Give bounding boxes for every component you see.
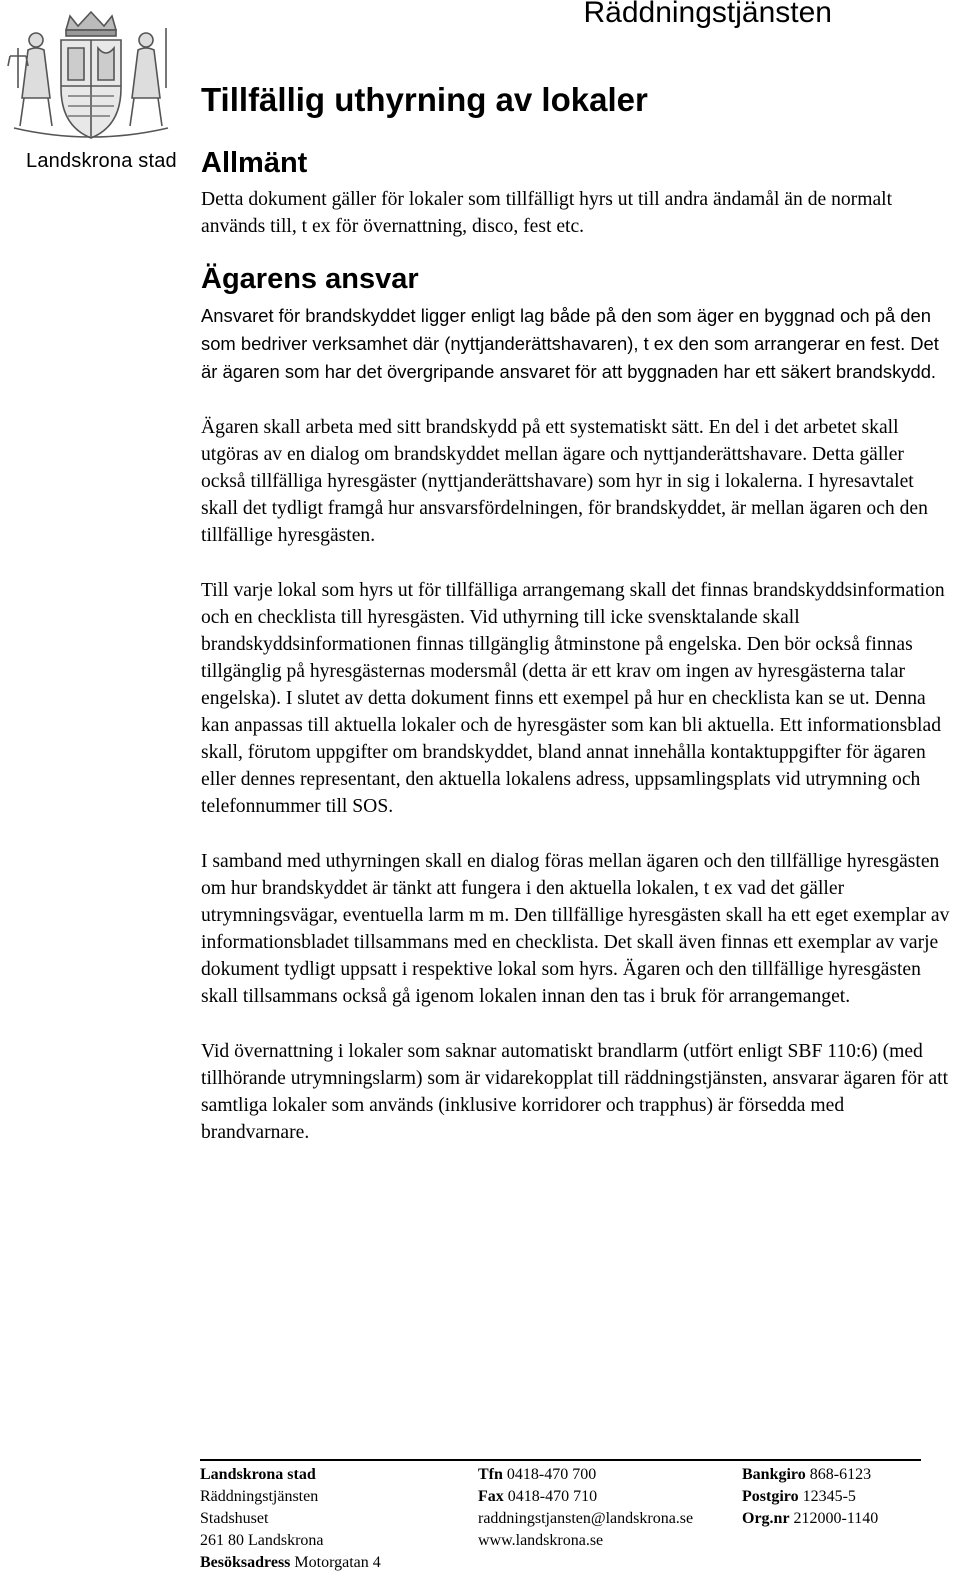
- paragraph-systematiskt: Ägaren skall arbeta med sitt brandskydd på ett systematiskt sätt. En del i det arbetet skall utgöras av en dialog om brandskyddet mellan ägare och nyttjanderättshavare. Detta gäller också tillfälliga hyresgäster (nyttjanderättshavare) som hyr in sig i lokalerna. I hyresavtalet skall det tydligt framgå hur ansvarsfördelningen, för brandskyddet, är mellan ägaren och den tillfällige hyresgästen.: [201, 417, 928, 547]
- section-heading-allmant: Allmänt: [201, 147, 308, 180]
- section-heading-agarens-ansvar: Ägarens ansvar: [201, 263, 419, 296]
- footer-address-column: [200, 1464, 381, 1574]
- document-body: [201, 82, 953, 1146]
- footer-postgiro-value: 12345-5: [802, 1488, 856, 1505]
- footer-fax-label: Fax: [478, 1488, 504, 1505]
- footer-visit-label: Besöksadress: [200, 1554, 291, 1571]
- footer-orgnr-label: Org.nr: [742, 1510, 790, 1527]
- footer-bankgiro-value: 868-6123: [809, 1466, 872, 1483]
- footer-building: Stadshuset: [200, 1510, 269, 1527]
- footer-web-link[interactable]: www.landskrona.se: [478, 1532, 604, 1549]
- paragraph-brandskyddsinformation: Till varje lokal som hyrs ut för tillfälliga arrangemang skall det finnas brandskyddsinformation och en checklista till hyresgästen. Vid uthyrning till icke svensktalande skall brandskyddsinformationen finnas tillgänglig åtminstone på engelska. Den bör också finnas tillgänglig på hyresgästernas modersmål (detta är ett krav om ingen av hyresgästerna talar engelska). I slutet av detta dokument finns ett exempel på hur en checklista kan se ut. Denna kan anpassas till aktuella lokaler och de hyresgäster som kan bli aktuella. Ett informationsblad skall, förutom uppgifter om brandskyddet, bland annat innehålla kontaktuppgifter för ägaren eller dennes representant, den aktuella lokalens adress, uppsamlingsplats vid utrymning och telefonnummer till SOS.: [201, 580, 945, 818]
- footer-postal: 261 80 Landskrona: [200, 1532, 324, 1549]
- paragraph-overnattning: Vid övernattning i lokaler som saknar automatiskt brandlarm (utfört enligt SBF 110:6) (med tillhörande utrymningslarm) som är vidarekopplat till räddningstjänsten, ansvarar ägaren för att samtliga lokaler som används (inklusive korridorer och trapphus) är försedda med brandvarnare.: [201, 1041, 949, 1144]
- footer-email-link[interactable]: raddningstjansten@landskrona.se: [478, 1510, 694, 1527]
- logo-text: Landskrona stad: [26, 150, 177, 172]
- paragraph-ansvar-intro-a: Ansvaret för brandskyddet ligger enligt lag både på den som äger en byggnad och på den som bedriver verksamhet där (nyttjanderättshavaren), t ex den som arrangerar en fest.: [201, 305, 931, 355]
- footer-org: Landskrona stad: [200, 1466, 316, 1483]
- footer-postgiro-label: Postgiro: [742, 1488, 799, 1505]
- department-header: Räddningstjänsten: [583, 0, 832, 29]
- footer-phone-label: Tfn: [478, 1466, 503, 1483]
- footer-dept: Räddningstjänsten: [200, 1488, 319, 1505]
- coat-of-arms-icon: [6, 8, 176, 148]
- footer-contact-column: [478, 1464, 693, 1552]
- footer-fax-value: 0418-470 710: [507, 1488, 598, 1505]
- footer-bankgiro-label: Bankgiro: [742, 1466, 806, 1483]
- municipal-coat-of-arms-logo: [6, 8, 177, 172]
- footer-divider: [200, 1459, 921, 1461]
- footer-finance-column: [742, 1464, 878, 1530]
- document-title: Tillfällig uthyrning av lokaler: [201, 81, 648, 118]
- footer-phone-value: 0418-470 700: [506, 1466, 597, 1483]
- paragraph-ansvar-intro: [201, 302, 953, 386]
- footer-orgnr-value: 212000-1140: [793, 1510, 879, 1527]
- footer-visit-value: Motorgatan 4: [294, 1554, 381, 1571]
- paragraph-ansvar-intro-b: Det är ägaren som har det övergripande ansvaret för att byggnaden har ett säkert brandskydd.: [201, 333, 939, 383]
- paragraph-dialog: I samband med uthyrningen skall en dialog föras mellan ägaren och den tillfällige hyresgästen om hur brandskyddet är tänkt att fungera i den aktuella lokalen, t ex vad det gäller utrymningsvägar, eventuella larm m m. Den tillfällige hyresgästen skall ha ett eget exemplar av informationsbladet tillsammans med en checklista. Det skall även finnas ett exemplar av varje dokument tydligt uppsatt i respektive lokal som hyrs. Ägaren och den tillfällige hyresgästen skall tillsammans också gå igenom lokalen innan den tas i bruk för arrangemanget.: [201, 851, 950, 1008]
- paragraph-allmant: Detta dokument gäller för lokaler som tillfälligt hyrs ut till andra ändamål än de normalt används till, t ex för övernattning, disco, fest etc.: [201, 189, 893, 238]
